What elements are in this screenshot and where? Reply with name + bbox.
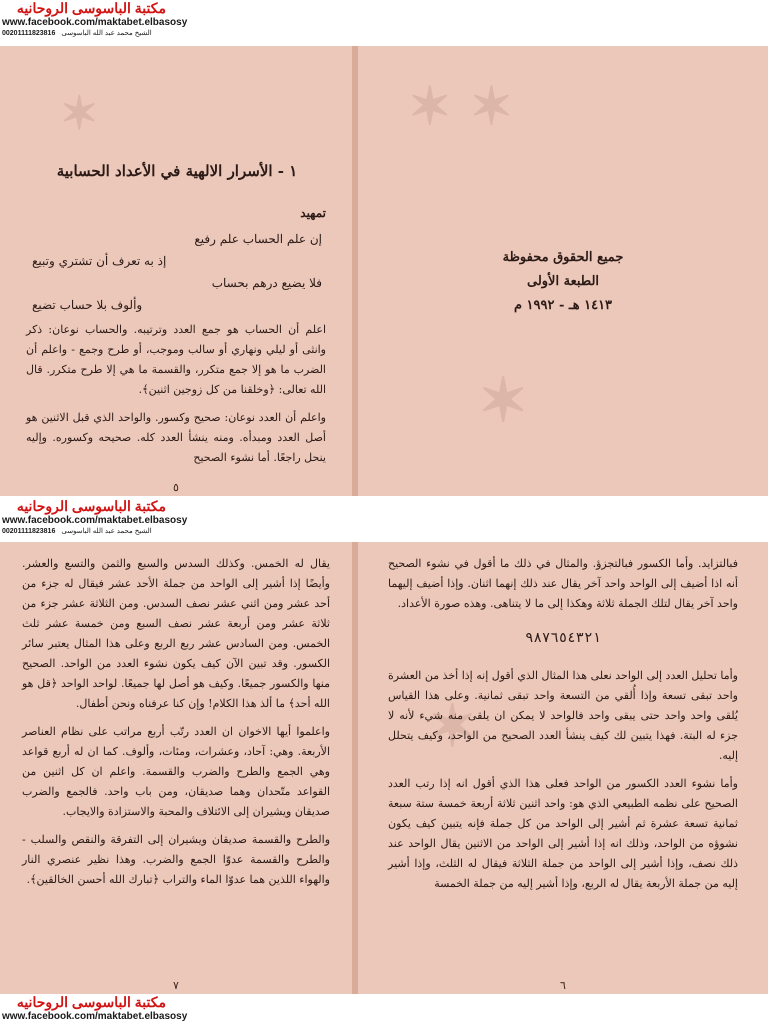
spread-pages-6-7 [0,542,768,994]
page-watermark: ✶ [60,86,99,140]
page-number: ٧ [173,979,179,992]
banner-title: مكتبة الباسوسى الروحانيه [16,498,166,514]
banner-owner: الشيخ محمد عبد الله الباسوسى [61,30,152,37]
page-5 [0,46,352,496]
poem-line: وألوف بلا حساب تضيع [32,298,143,312]
publication-date: ١٤١٣ هـ - ١٩٩٢ م [513,298,613,313]
page-number: ٥ [173,481,179,494]
page-watermark: ✶ [478,366,529,436]
paragraph: وأما تحليل العدد إلى الواحد نعلى هذا المثال الذي أقول إنه إذا أخذ من العشرة واحد تبقى تسعة وإذا أُلقي من التسعة واحد تبقى ثمانية. وعلى هذا القياس يُلقى واحد واحد حتى يبقى واحد فالواحد لا يمكن ان يلقى منه شيء لأنه لا جزء له البتة. فهذا يتبين لك كيف ينشأ العدد الصحيح من الواحد، وكيف يتحلل إليه. [387,669,738,762]
poem-line: إن علم الحساب علم رفيع [194,232,322,246]
body-text [22,554,330,898]
page-7 [0,542,352,994]
paragraph: وأما نشوء العدد الكسور من الواحد فعلى هذا الذي أقول انه إذا رتب العدد الصحيح على نظمه الطبيعي الذي هو: واحد اثنين ثلاثة أربعة خمسة ستة سبعة ثمانية تسعة عشرة ثم أشير إلى الواحد من كل جملة فإنه يتبين كيف يكون نشوؤه من الواحد، وذلك انه إذا أشير إلى الواحد من الاثنين يقال الواحد عند ذلك نصف، وإذا أشير إلى الواحد من جملة الثلاثة فيقال له الثلث، وإذا أشير إليه من جملة الأربعة يقال له الربع، وإذا أشير إليه من جملة الخمسة [388,777,738,890]
paragraph: واعلموا أيها الاخوان ان العدد رتّب أربع مراتب على نظام العناصر الأربعة. وهي: آحاد، وعشرات، ومئات، وألوف. كما ان له أربع قواعد وهي الجمع والطرح والضرب والقسمة. واعلم ان كل اثنين من القواعد متّحدان وهما صديقان، ومن باب واحد. فالجمع والضرب صديقان ويشيران إلى الائتلاف والمحبة والاستزادة والايجاب. [22,725,330,818]
body-text [26,320,326,476]
page-number: ٦ [560,979,566,992]
page-watermark: ✶ ✶ [408,76,514,137]
chapter-title: ١ - الأسرار الالهية في الأعداد الحسابية [56,162,298,180]
watermark-banner-bottom [0,994,200,1023]
digit-sequence: ٩٨٧٦٥٤٣٢١ [525,630,601,646]
rights-reserved: جميع الحقوق محفوظة [502,250,624,265]
page-watermark: ✶ [428,692,477,760]
banner-url: www.facebook.com/maktabet.elbasosy [2,17,188,28]
banner-title: مكتبة الباسوسى الروحانيه [16,0,166,16]
banner-title: مكتبة الباسوسى الروحانيه [16,994,166,1010]
watermark-banner-middle [0,498,200,537]
paragraph: والطرح والقسمة صديقان ويشيران إلى التفرقة والنقص والسلب - والطرح والقسمة عدوّا الجمع والضرب. وهذا نظير عنصري النار والهواء اللذين هما عدوّا الماء والتراب ﴿تبارك الله أحسن الخالقين﴾. [22,833,330,886]
page-6 [358,542,768,994]
banner-phone: 00201111823816 [2,528,56,535]
spread-pages-4-5 [0,46,768,496]
paragraph: يقال له الخمس. وكذلك السدس والسبع والثمن والتسع والعشر. وأيضًا إذا أشير إلى الواحد من جملة الأحد عشر فيقال له جزء من أحد عشر ومن اثني عشر نصف السدس. ومن الثلاثة عشر جزء من ثلاثة عشر ومن أربعة عشر نصف السبع ومن خمسة عشر ثلث الخمس. ومن السادس عشر ربع الربع وعلى هذا المثال يعتبر سائر الكسور. وقد تبين الآن كيف يكون نشوء العدد من الواحد. الصحيح منها والكسور جميعًا. وكيف هو أصل لها جميعًا. لواحد الواحد ﴿قل هو الله أحد﴾ ما ألذ هذا الكلام! وإن كنا عرفناه ونحن أطفال. [22,557,330,710]
watermark-banner-top [0,0,200,39]
poem-line: إذ به تعرف أن تشتري وتبيع [32,254,167,268]
banner-owner: الشيخ محمد عبد الله الباسوسى [61,528,152,535]
body-text [388,554,738,902]
banner-url: www.facebook.com/maktabet.elbasosy [2,515,188,526]
edition: الطبعة الأولى [526,274,600,289]
banner-url: www.facebook.com/maktabet.elbasosy [2,1011,188,1022]
banner-contact [0,29,200,39]
banner-contact [0,527,200,537]
paragraph: فبالتزايد. وأما الكسور فبالتجزؤ. والمثال في ذلك ما أقول في نشوء الصحيح أنه اذا أضيف إلى الواحد واحد آخر يقال عند ذلك إنهما اثنان. وإذا أضيف إليهما واحد آخر يقال لتلك الجملة ثلاثة وهكذا إلى ما لا يتناهى. وهذه صورة الأعداد. [388,557,738,610]
copyright-block [358,246,768,318]
banner-phone: 00201111823816 [2,30,56,37]
paragraph: اعلم أن الحساب هو جمع العدد وترتيبه. والحساب نوعان: ذكر وانثى أو ليلي ونهاري أو سالب وموجب، أو طرح وجمع - واعلم أن الضرب ما هو إلا جمع متكرر، والقسمة ما هي إلا طرح متكرر. قال الله تعالى: ﴿وخلقنا من كل زوجين اثنين﴾. [26,323,326,396]
sub-heading: تمهيد [300,206,326,220]
poem [32,228,322,316]
paragraph: واعلم أن العدد نوعان: صحيح وكسور. والواحد الذي قبل الاثنين هو أصل العدد ومبدأه. ومنه ينشأ العدد كله. صحيحه وكسوره. وإليه ينحل راجعًا. أما نشوء الصحيح [26,411,326,464]
page-4 [358,46,768,496]
poem-line: فلا يضيع درهم بحساب [211,276,322,290]
